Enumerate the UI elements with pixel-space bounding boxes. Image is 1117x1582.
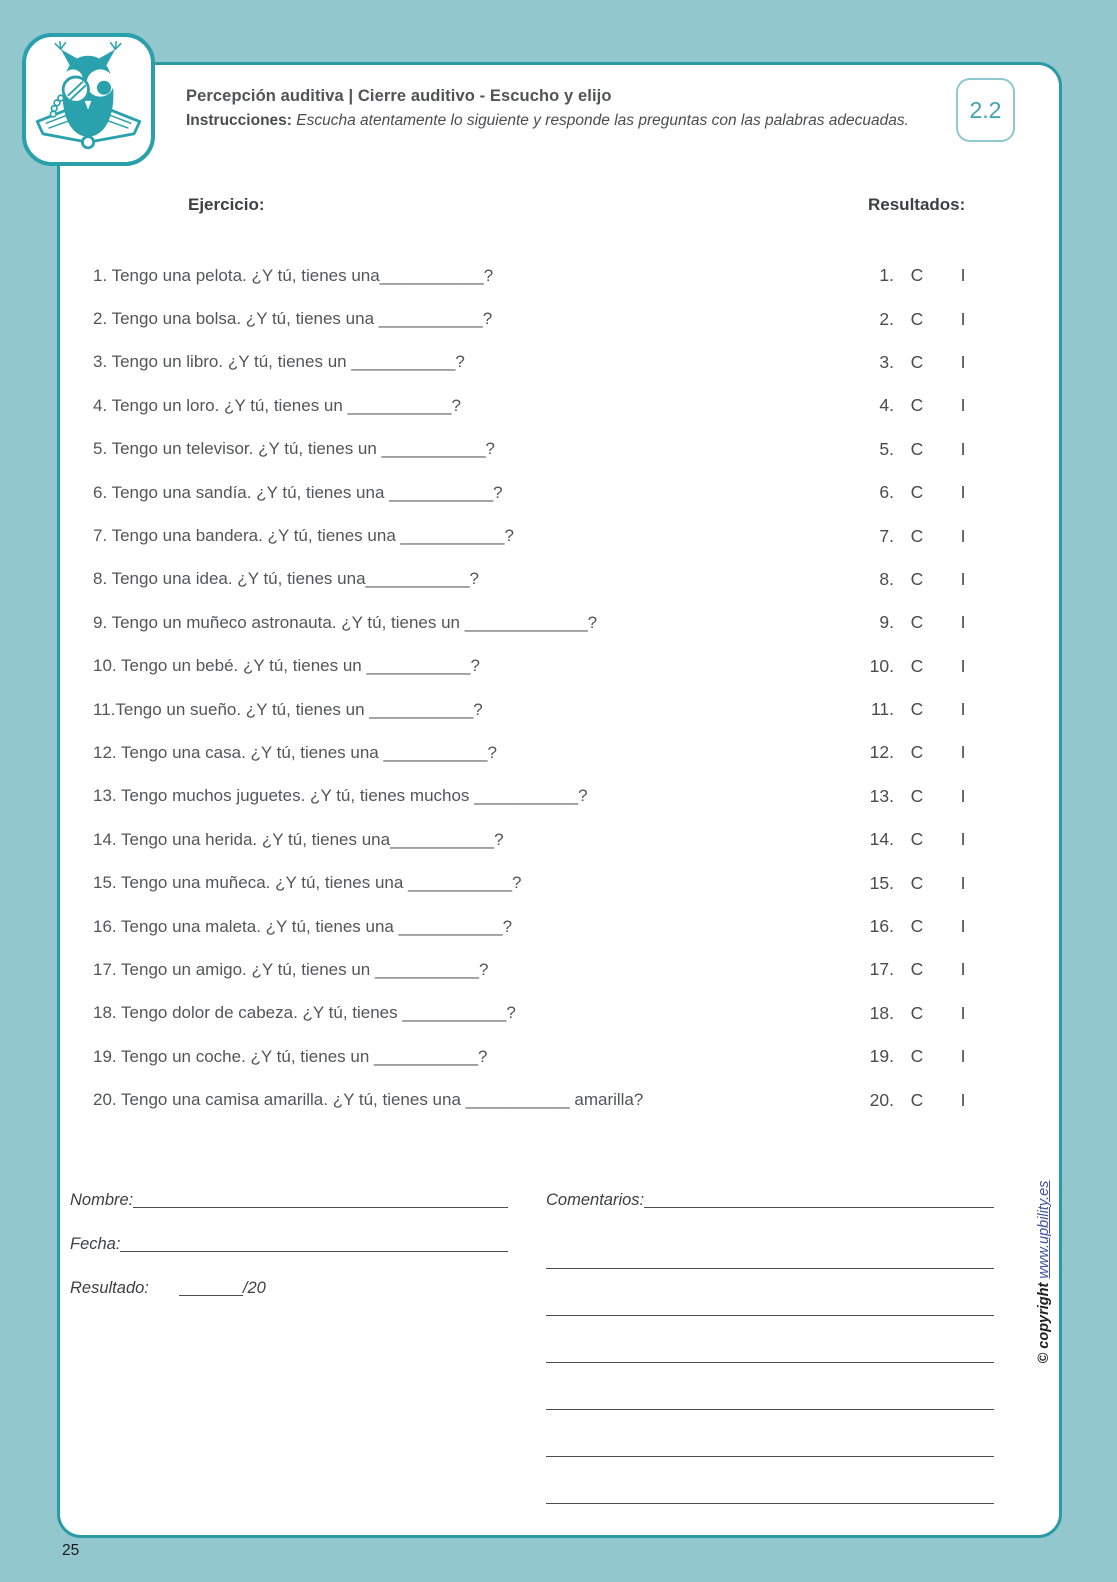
comment-blank-line: [546, 1361, 994, 1363]
result-correct-option: C: [910, 482, 924, 503]
result-incorrect-option: I: [960, 785, 966, 806]
result-correct-option: C: [910, 785, 924, 806]
result-incorrect-option: I: [960, 655, 966, 676]
result-incorrect-option: I: [960, 482, 966, 503]
comments-label: Comentarios:: [546, 1191, 645, 1209]
result-incorrect-option: I: [960, 525, 966, 546]
result-row: [860, 341, 986, 384]
results-column-label: Resultados:: [868, 195, 966, 214]
exercise-item: 9. Tengo un muñeco astronauta. ¿Y tú, tienes un _____________?: [93, 612, 598, 632]
instructions-label: Instrucciones:: [186, 112, 292, 129]
score-label: Resultado:: [70, 1279, 149, 1297]
result-incorrect-option: I: [960, 916, 966, 937]
result-correct-option: C: [910, 265, 924, 286]
score-total: /20: [242, 1279, 266, 1297]
result-row: [860, 905, 986, 948]
result-row: [860, 601, 986, 644]
score-blank-line: [179, 1295, 243, 1296]
result-correct-option: C: [910, 438, 924, 459]
result-number: 12.: [869, 742, 894, 763]
result-correct-option: C: [910, 308, 924, 329]
result-incorrect-option: I: [960, 438, 966, 459]
result-number: 16.: [869, 916, 894, 937]
result-correct-option: C: [910, 655, 924, 676]
name-field: [70, 1191, 508, 1210]
exercise-item: 7. Tengo una bandera. ¿Y tú, tienes una ___________?: [93, 526, 514, 546]
score-field: [70, 1279, 370, 1298]
result-number: 5.: [879, 438, 894, 459]
date-blank-line: [120, 1251, 508, 1252]
result-correct-option: C: [910, 699, 924, 720]
result-correct-option: C: [910, 1046, 924, 1067]
comment-blank-line: [546, 1408, 994, 1410]
result-number: 6.: [879, 482, 894, 503]
result-incorrect-option: I: [960, 395, 966, 416]
result-correct-option: C: [910, 1002, 924, 1023]
name-label: Nombre:: [70, 1191, 134, 1209]
section-number-badge: 2.2: [956, 78, 1015, 142]
result-correct-option: C: [910, 525, 924, 546]
result-incorrect-option: I: [960, 959, 966, 980]
result-incorrect-option: I: [960, 265, 966, 286]
page-title: Percepción auditiva | Cierre auditivo - Escucho y elijo: [186, 87, 612, 105]
result-row: [860, 384, 986, 427]
result-row: [860, 645, 986, 688]
result-row: [860, 471, 986, 514]
result-incorrect-option: I: [960, 568, 966, 589]
result-row: [860, 1078, 986, 1121]
result-correct-option: C: [910, 959, 924, 980]
result-correct-option: C: [910, 829, 924, 850]
exercise-item: 14. Tengo una herida. ¿Y tú, tienes una___________?: [93, 829, 504, 849]
result-incorrect-option: I: [960, 872, 966, 893]
result-number: 20.: [869, 1089, 894, 1110]
exercise-item: 12. Tengo una casa. ¿Y tú, tienes una ___________?: [93, 742, 497, 762]
result-row: [860, 514, 986, 557]
result-row: [860, 558, 986, 601]
result-number: 3.: [879, 351, 894, 372]
result-number: 14.: [869, 829, 894, 850]
results-list: [860, 254, 986, 1122]
result-correct-option: C: [910, 1089, 924, 1110]
comment-blank-line: [546, 1314, 994, 1316]
result-number: 2.: [879, 308, 894, 329]
result-number: 9.: [879, 612, 894, 633]
exercise-item: 17. Tengo un amigo. ¿Y tú, tienes un ___________?: [93, 959, 489, 979]
exercise-item: 18. Tengo dolor de cabeza. ¿Y tú, tienes ___________?: [93, 1003, 516, 1023]
owl-reading-icon: [26, 37, 151, 162]
result-correct-option: C: [910, 742, 924, 763]
comment-blank-line: [546, 1455, 994, 1457]
exercise-item: 19. Tengo un coche. ¿Y tú, tienes un ___________?: [93, 1046, 488, 1066]
result-correct-option: C: [910, 395, 924, 416]
exercise-item: 6. Tengo una sandía. ¿Y tú, tienes una ___________?: [93, 482, 503, 502]
result-row: [860, 948, 986, 991]
instructions-text: Escucha atentamente lo siguiente y responde las preguntas con las palabras adecuadas.: [296, 112, 909, 129]
result-row: [860, 731, 986, 774]
result-incorrect-option: I: [960, 1046, 966, 1067]
comment-blank-line: [546, 1267, 994, 1269]
result-incorrect-option: I: [960, 829, 966, 850]
copyright-text: © copyright: [1036, 1278, 1052, 1364]
result-row: [860, 428, 986, 471]
copyright-notice: [1036, 1165, 1054, 1379]
result-number: 8.: [879, 568, 894, 589]
result-correct-option: C: [910, 872, 924, 893]
exercise-item: 4. Tengo un loro. ¿Y tú, tienes un ___________?: [93, 395, 461, 415]
date-label: Fecha:: [70, 1235, 121, 1253]
exercise-column-label: Ejercicio:: [188, 195, 265, 214]
exercise-item: 1. Tengo una pelota. ¿Y tú, tienes una___________?: [93, 265, 494, 285]
result-number: 4.: [879, 395, 894, 416]
result-correct-option: C: [910, 351, 924, 372]
exercise-item: 5. Tengo un televisor. ¿Y tú, tienes un ___________?: [93, 439, 496, 459]
page-number: 25: [62, 1542, 80, 1559]
worksheet-card: [57, 62, 1062, 1538]
result-row: [860, 1035, 986, 1078]
result-number: 11.: [870, 699, 894, 720]
result-correct-option: C: [910, 916, 924, 937]
result-number: 17.: [869, 959, 894, 980]
exercise-item: 13. Tengo muchos juguetes. ¿Y tú, tienes muchos ___________?: [93, 786, 588, 806]
exercise-item: 3. Tengo un libro. ¿Y tú, tienes un ___________?: [93, 352, 465, 372]
publisher-logo: [22, 33, 155, 166]
result-incorrect-option: I: [960, 308, 966, 329]
result-row: [860, 861, 986, 904]
comments-field: [546, 1191, 994, 1210]
result-incorrect-option: I: [960, 1002, 966, 1023]
exercise-item: 11.Tengo un sueño. ¿Y tú, tienes un ___________?: [93, 699, 483, 719]
result-number: 1.: [879, 265, 894, 286]
result-incorrect-option: I: [960, 612, 966, 633]
exercise-item: 16. Tengo una maleta. ¿Y tú, tienes una ___________?: [93, 916, 513, 936]
comments-blank-line: [644, 1207, 994, 1208]
result-row: [860, 818, 986, 861]
result-correct-option: C: [910, 612, 924, 633]
exercise-item: 8. Tengo una idea. ¿Y tú, tienes una___________?: [93, 569, 479, 589]
result-number: 13.: [869, 785, 894, 806]
exercise-item: 20. Tengo una camisa amarilla. ¿Y tú, tienes una ___________ amarilla?: [93, 1090, 644, 1110]
result-row: [860, 992, 986, 1035]
result-number: 18.: [869, 1002, 894, 1023]
result-row: [860, 775, 986, 818]
date-field: [70, 1235, 508, 1254]
result-number: 10.: [869, 655, 894, 676]
result-incorrect-option: I: [960, 1089, 966, 1110]
result-row: [860, 297, 986, 340]
result-number: 15.: [869, 872, 894, 893]
result-row: [860, 688, 986, 731]
exercise-item: 10. Tengo un bebé. ¿Y tú, tienes un ___________?: [93, 656, 480, 676]
result-correct-option: C: [910, 568, 924, 589]
name-blank-line: [133, 1207, 508, 1208]
result-incorrect-option: I: [960, 351, 966, 372]
result-number: 19.: [869, 1046, 894, 1067]
result-incorrect-option: I: [960, 742, 966, 763]
exercise-list: [93, 254, 863, 1122]
result-number: 7.: [879, 525, 894, 546]
instructions: [186, 112, 909, 130]
result-incorrect-option: I: [960, 699, 966, 720]
exercise-item: 2. Tengo una bolsa. ¿Y tú, tienes una ___________?: [93, 309, 493, 329]
result-row: [860, 254, 986, 297]
upbility-link[interactable]: www.upbility.es: [1036, 1180, 1052, 1279]
exercise-item: 15. Tengo una muñeca. ¿Y tú, tienes una ___________?: [93, 873, 522, 893]
comment-blank-line: [546, 1502, 994, 1504]
